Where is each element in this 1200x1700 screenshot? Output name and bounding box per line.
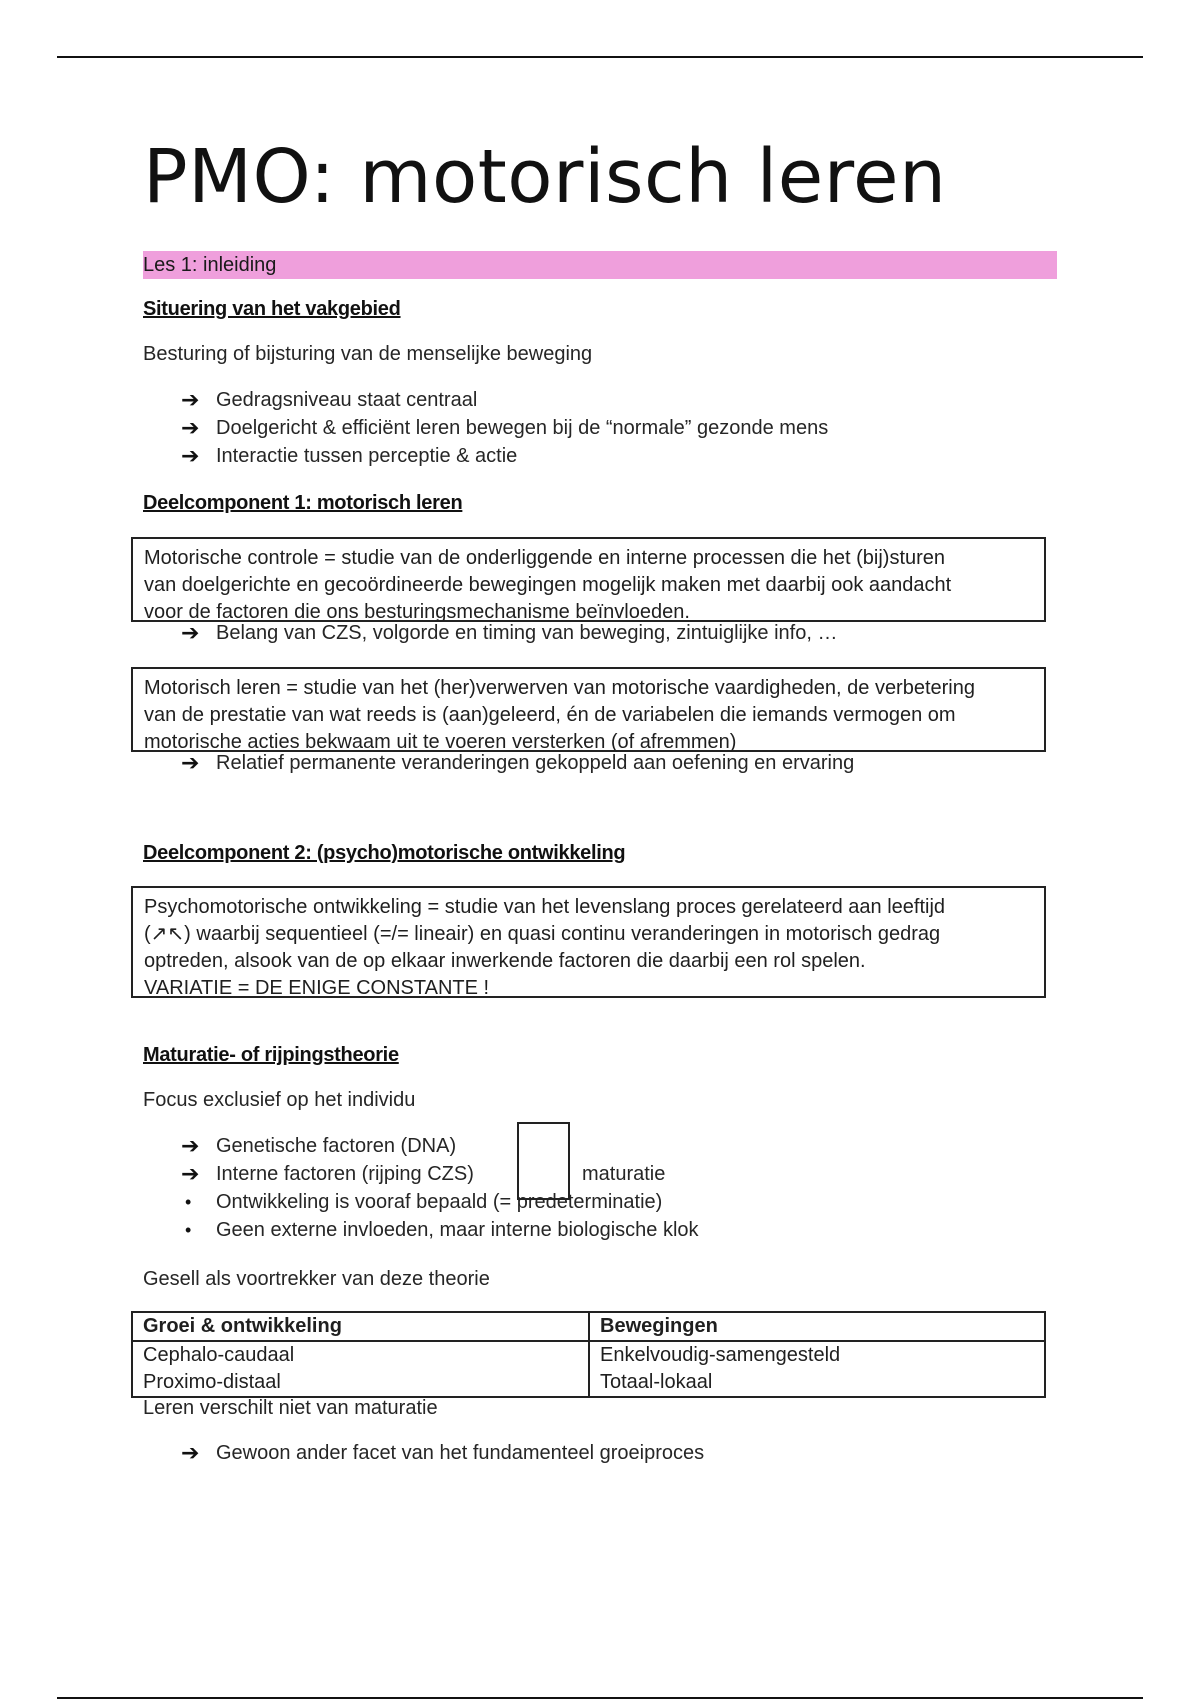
definition-line: motorische acties bekwaam uit te voeren versterken (of afremmen) [144,731,737,753]
lesson-heading-bar [143,251,1057,279]
arrow-right-icon: ➔ [181,415,200,440]
definition-line: voor de factoren die ons besturingsmechanisme beïnvloeden. [144,601,690,623]
table-cell: Cephalo-caudaal [132,1341,589,1369]
list-item-text: Ontwikkeling is vooraf bepaald (= predeterminatie) [216,1191,663,1213]
bracket-box-shape [517,1122,570,1200]
section-heading-deelcomponent-2: Deelcomponent 2: (psycho)motorische ontwikkeling [143,842,626,864]
table-header-cell: Groei & ontwikkeling [132,1312,589,1341]
arrow-list-leren [143,749,854,777]
list-item-text: Relatief permanente veranderingen gekoppeld aan oefening en ervaring [216,752,855,774]
table-row [132,1341,1045,1369]
list-item [143,386,828,414]
definition-line: (↗↖) waarbij sequentieel (=/= lineair) en quasi continu veranderingen in motorisch gedrag [144,923,941,945]
gesell-note: Gesell als voortrekker van deze theorie [143,1268,490,1290]
list-item [143,414,828,442]
after-table-text: Leren verschilt niet van maturatie [143,1397,438,1419]
list-item [143,1132,699,1160]
arrow-right-icon: ➔ [181,443,200,468]
arrow-list-controle [143,619,837,647]
arrow-right-icon: ➔ [181,750,200,775]
definition-box-motorische-controle [131,537,1046,622]
bracket-label-maturatie: maturatie [582,1163,666,1185]
definition-line: van doelgerichte en gecoördineerde bewegingen mogelijk maken met daarbij ook aandacht [144,574,952,596]
groei-bewegingen-table [131,1311,1046,1398]
list-item [143,1439,704,1467]
table-header-cell: Bewegingen [589,1312,1045,1341]
definition-box-motorisch-leren [131,667,1046,752]
definition-line: Motorische controle = studie van de onderliggende en interne processen die het (bij)sturen [144,547,946,569]
definition-line: van de prestatie van wat reeds is (aan)geleerd, én de variabelen die iemands vermogen om [144,704,956,726]
list-item-text: Gewoon ander facet van het fundamenteel groeiproces [216,1442,705,1464]
definition-line: Motorisch leren = studie van het (her)verwerven van motorische vaardigheden, de verbetering [144,677,975,699]
list-item-text: Interne factoren (rijping CZS) [216,1163,474,1185]
table-cell: Totaal-lokaal [589,1369,1045,1397]
bullet-dot-icon: • [185,1192,192,1212]
list-item [143,1188,699,1216]
table-row [132,1369,1045,1397]
section-intro-situering: Besturing of bijsturing van de menselijke beweging [143,343,593,365]
arrow-right-icon: ➔ [181,1440,200,1465]
arrow-right-icon: ➔ [181,387,200,412]
table-header-row [132,1312,1045,1341]
list-item-text: Gedragsniveau staat centraal [216,389,478,411]
top-rule [57,56,1143,58]
definition-box-psychomotorische-ontwikkeling [131,886,1046,998]
bullet-dot-icon: • [185,1220,192,1240]
list-item-text: Doelgericht & efficiënt leren bewegen bij de “normale” gezonde mens [216,417,829,439]
list-item [143,1216,699,1244]
list-item [143,749,854,777]
arrow-right-icon: ➔ [181,1133,200,1158]
lesson-heading: Les 1: inleiding [143,254,277,276]
list-item-text: Interactie tussen perceptie & actie [216,445,518,467]
list-item [143,442,828,470]
arrow-list-maturatie [143,1132,699,1244]
arrow-right-icon: ➔ [181,620,200,645]
page-title: PMO: motorisch leren [143,134,947,220]
list-item-text: Genetische factoren (DNA) [216,1135,457,1157]
section-intro-maturatie: Focus exclusief op het individu [143,1089,416,1111]
definition-line: optreden, alsook van de op elkaar inwerkende factoren die daarbij een rol spelen. [144,950,866,972]
table-cell: Proximo-distaal [132,1369,589,1397]
list-item-text: Belang van CZS, volgorde en timing van beweging, zintuiglijke info, … [216,622,838,644]
table-cell: Enkelvoudig-samengesteld [589,1341,1045,1369]
arrow-right-icon: ➔ [181,1161,200,1186]
list-item-text: Geen externe invloeden, maar interne biologische klok [216,1219,699,1241]
definition-line: VARIATIE = DE ENIGE CONSTANTE ! [144,977,490,999]
arrow-list-final [143,1439,704,1467]
definition-line: Psychomotorische ontwikkeling = studie van het levenslang proces gerelateerd aan leeftijd [144,896,946,918]
section-heading-maturatie: Maturatie- of rijpingstheorie [143,1044,399,1066]
list-item [143,619,837,647]
section-heading-deelcomponent-1: Deelcomponent 1: motorisch leren [143,492,463,514]
bottom-rule [57,1697,1143,1699]
section-heading-situering: Situering van het vakgebied [143,298,401,320]
arrow-list-situering [143,386,828,470]
